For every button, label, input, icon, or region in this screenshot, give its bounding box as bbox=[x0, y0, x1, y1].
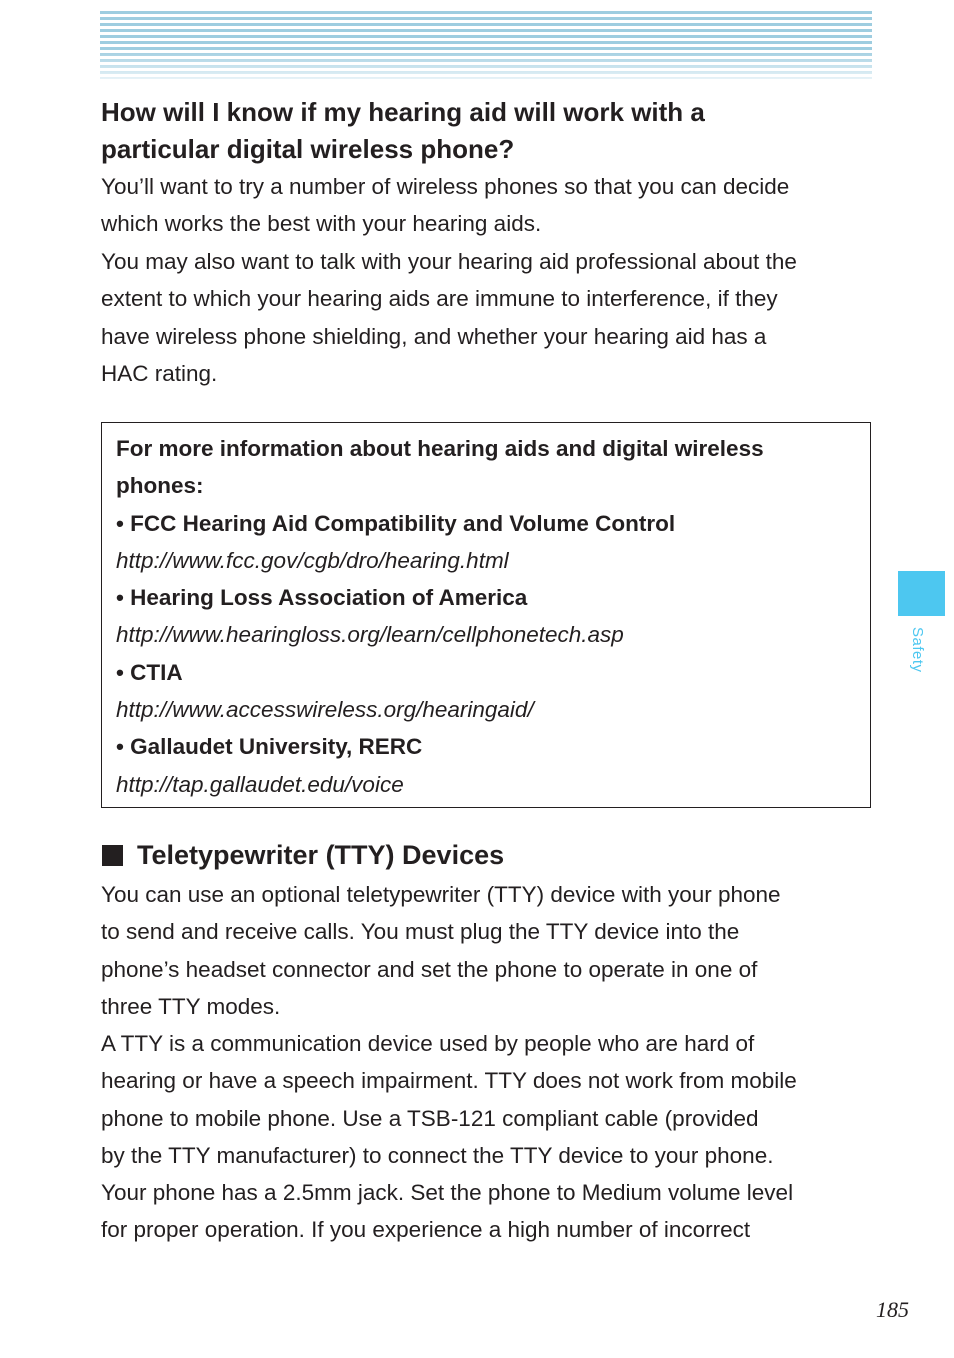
answer-paragraph-1 bbox=[101, 168, 789, 243]
tty-paragraph-2 bbox=[101, 1025, 797, 1249]
resource-url-fcc[interactable]: http://www.fcc.gov/cgb/dro/hearing.html bbox=[116, 547, 509, 573]
section-side-tab bbox=[898, 571, 945, 616]
text-line: HAC rating. bbox=[101, 360, 218, 386]
resource-url-hlaa[interactable]: http://www.hearingloss.org/learn/cellphonetech.asp bbox=[116, 622, 624, 648]
resource-name-hlaa: • Hearing Loss Association of America bbox=[116, 585, 528, 611]
side-tab-label: Safety bbox=[909, 627, 926, 673]
resource-name-gallaudet: • Gallaudet University, RERC bbox=[116, 734, 423, 760]
text-line: three TTY modes. bbox=[101, 993, 281, 1019]
info-box-content bbox=[116, 430, 764, 803]
question-line: How will I know if my hearing aid will work with a bbox=[101, 97, 705, 127]
more-info-box bbox=[101, 422, 871, 808]
question-line: particular digital wireless phone? bbox=[101, 134, 515, 164]
text-line: You may also want to talk with your hearing aid professional about the bbox=[101, 249, 797, 274]
header-decoration-band bbox=[100, 11, 872, 79]
info-box-intro: phones: bbox=[116, 473, 204, 499]
text-line: hearing or have a speech impairment. TTY does not work from mobile bbox=[101, 1068, 797, 1094]
answer-paragraph-2 bbox=[101, 243, 797, 392]
section-heading bbox=[102, 838, 504, 872]
text-line: You’ll want to try a number of wireless phones so that you can decide bbox=[101, 174, 790, 199]
info-box-intro: For more information about hearing aids and digital wireless bbox=[116, 436, 764, 461]
text-line: for proper operation. If you experience a high number of incorrect bbox=[101, 1217, 751, 1243]
text-line: extent to which your hearing aids are immune to interference, if they bbox=[101, 286, 778, 312]
section-heading-text: Teletypewriter (TTY) Devices bbox=[137, 840, 505, 870]
text-line: which works the best with your hearing aids. bbox=[101, 211, 542, 237]
text-line: phone to mobile phone. Use a TSB-121 compliant cable (provided bbox=[101, 1105, 759, 1131]
resource-url-ctia[interactable]: http://www.accesswireless.org/hearingaid/ bbox=[116, 697, 534, 723]
text-line: by the TTY manufacturer) to connect the TTY device to your phone. bbox=[101, 1142, 774, 1168]
black-square-icon bbox=[102, 845, 123, 866]
tty-paragraph-1 bbox=[101, 876, 781, 1025]
text-line: You can use an optional teletypewriter (TTY) device with your phone bbox=[101, 882, 781, 907]
page-number: 185 bbox=[876, 1297, 909, 1322]
text-line: A TTY is a communication device used by people who are hard of bbox=[101, 1031, 755, 1056]
resource-url-gallaudet[interactable]: http://tap.gallaudet.edu/voice bbox=[116, 771, 404, 797]
text-line: to send and receive calls. You must plug the TTY device into the bbox=[101, 919, 740, 945]
text-line: phone’s headset connector and set the phone to operate in one of bbox=[101, 956, 758, 982]
resource-name-fcc: • FCC Hearing Aid Compatibility and Volume Control bbox=[116, 510, 676, 536]
faq-question-heading bbox=[101, 94, 881, 168]
text-line: have wireless phone shielding, and whether your hearing aid has a bbox=[101, 323, 767, 349]
text-line: Your phone has a 2.5mm jack. Set the phone to Medium volume level bbox=[101, 1180, 794, 1206]
resource-name-ctia: • CTIA bbox=[116, 659, 183, 685]
